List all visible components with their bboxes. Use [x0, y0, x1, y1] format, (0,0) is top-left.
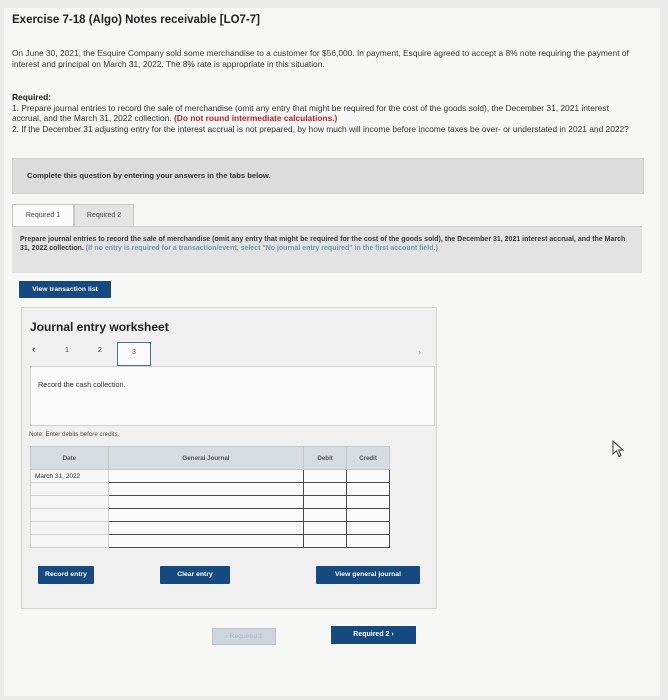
view-general-journal-button[interactable]: View general journal	[316, 566, 420, 584]
worksheet-page-2[interactable]: 2	[98, 347, 102, 354]
entry-description-box	[30, 366, 435, 426]
journal-row	[31, 509, 390, 522]
date-cell: March 31, 2022	[31, 470, 109, 483]
credit-input[interactable]	[347, 496, 390, 509]
required-item-2: 2. If the December 31 adjusting entry for the interest accrual is not prepared, by how much will income before income taxes be over- or understated in 2021 and 2022?	[12, 123, 629, 134]
credit-input[interactable]	[347, 470, 390, 483]
credit-input[interactable]	[347, 522, 390, 535]
debit-input[interactable]	[304, 509, 347, 522]
exercise-title: Exercise 7-18 (Algo) Notes receivable [LO7-7]	[12, 14, 260, 26]
column-debit: Debit	[304, 447, 347, 470]
view-transaction-list-button[interactable]: View transaction list	[19, 281, 111, 298]
next-required-label: Required 2	[353, 631, 390, 638]
prepare-text-block	[20, 235, 632, 253]
clear-entry-button[interactable]: Clear entry	[160, 566, 230, 584]
instruction-text: Complete this question by entering your answers in the tabs below.	[27, 171, 271, 180]
column-credit: Credit	[347, 447, 390, 470]
required-item-1: 1. Prepare journal entries to record the sale of merchandise (omit any entry that might be required for the cost of the goods sold), the December 31, 2021 interest accrual, and the March 31, 2022 collection.	[12, 102, 609, 123]
required-item-1-emphasis: (Do not round intermediate calculations.)	[174, 113, 338, 123]
prev-required-label: Required 1	[229, 633, 263, 640]
tab-required-1[interactable]: Required 1	[12, 204, 74, 228]
date-cell	[31, 535, 109, 548]
account-input[interactable]	[108, 522, 303, 535]
debit-input[interactable]	[304, 535, 347, 548]
journal-row	[31, 496, 390, 509]
prepare-instructions	[12, 226, 642, 273]
exercise-description: On June 30, 2021, the Esquire Company sold some merchandise to a customer for $56,000. In payment, Esquire agreed to accept a 8% note requiring the payment of interest and principal on March 31, 2022. The 8% rate is appropriate in this situation.	[12, 48, 629, 69]
mouse-cursor-icon	[612, 440, 626, 458]
account-input[interactable]	[108, 470, 303, 483]
debit-input[interactable]	[304, 470, 347, 483]
chevron-right-icon[interactable]: ›	[418, 347, 421, 357]
worksheet-page-1[interactable]: 1	[65, 347, 69, 354]
column-date: Date	[31, 447, 109, 470]
journal-header-row	[31, 447, 390, 470]
account-input[interactable]	[108, 496, 303, 509]
debit-input[interactable]	[304, 483, 347, 496]
date-cell	[31, 522, 109, 535]
chevron-left-icon[interactable]: ‹	[32, 344, 36, 356]
next-required-button[interactable]	[331, 626, 416, 644]
date-cell	[31, 509, 109, 522]
account-input[interactable]	[108, 483, 303, 496]
credit-input[interactable]	[347, 535, 390, 548]
journal-row	[31, 535, 390, 548]
required-heading: Required:	[12, 92, 52, 102]
instruction-bar	[12, 158, 644, 194]
credit-input[interactable]	[347, 509, 390, 522]
debits-note: Note: Enter debits before credits.	[29, 431, 120, 438]
date-cell	[31, 483, 109, 496]
journal-row	[31, 470, 390, 483]
credit-input[interactable]	[347, 483, 390, 496]
required-section	[12, 92, 640, 134]
prev-required-button[interactable]	[212, 628, 276, 645]
entry-description: Record the cash collection.	[38, 380, 126, 389]
prepare-note: (If no entry is required for a transaction/event, select "No journal entry required" in the first account field.)	[85, 245, 438, 252]
date-cell	[31, 496, 109, 509]
account-input[interactable]	[108, 509, 303, 522]
journal-row	[31, 483, 390, 496]
record-entry-button[interactable]: Record entry	[38, 566, 94, 584]
debit-input[interactable]	[304, 496, 347, 509]
journal-row	[31, 522, 390, 535]
prepare-text: Prepare journal entries to record the sale of merchandise (omit any entry that might be required for the cost of the goods sold), the December 31, 2021 interest accrual, and the March 31, 2022 collection.	[20, 236, 626, 252]
column-general-journal: General Journal	[108, 447, 303, 470]
account-input[interactable]	[108, 535, 303, 548]
journal-table	[30, 446, 390, 548]
chevron-left-icon: ‹	[225, 633, 230, 640]
debit-input[interactable]	[304, 522, 347, 535]
chevron-right-icon: ›	[389, 631, 394, 638]
worksheet-page-3[interactable]: 3	[117, 342, 151, 366]
worksheet-title: Journal entry worksheet	[30, 320, 169, 334]
tab-required-2[interactable]: Required 2	[74, 204, 134, 228]
